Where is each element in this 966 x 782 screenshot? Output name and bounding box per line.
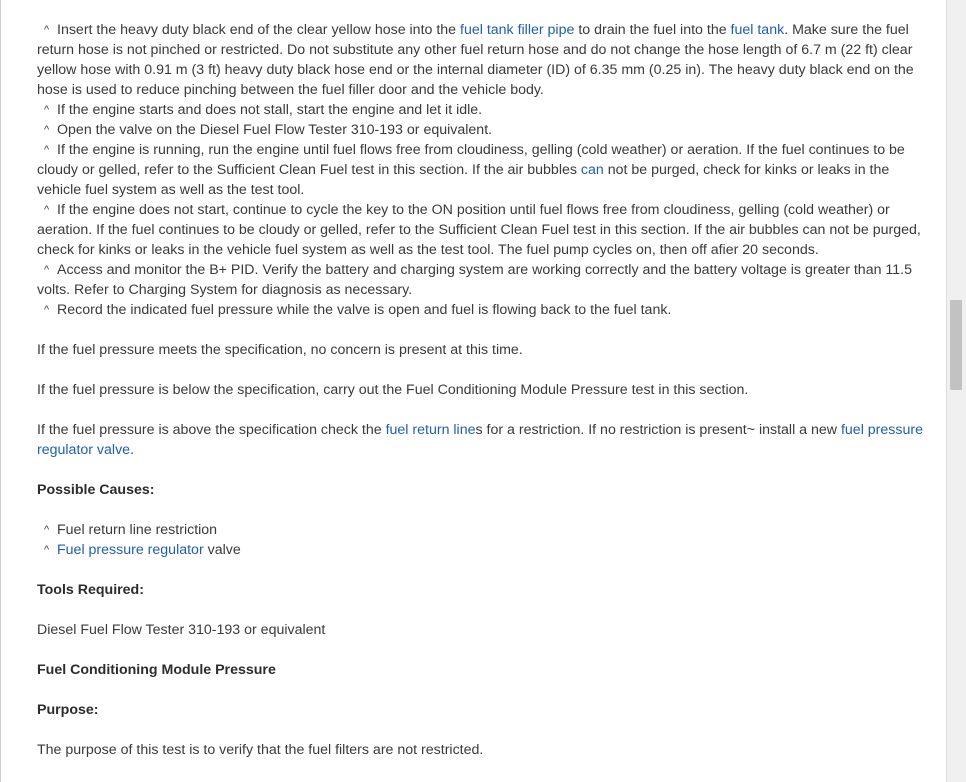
caret-icon: ^ [44,144,50,156]
left-border [0,0,1,782]
list-item-text: Fuel return line restriction [57,522,218,538]
link-fuel-return-line[interactable]: fuel return line [385,422,476,438]
step-text: to drain the fuel into the [574,22,731,38]
link-fuel-tank[interactable]: fuel tank [730,22,785,38]
paragraph-text: . [130,442,135,458]
caret-icon: ^ [44,24,50,36]
step-text: If the engine does not start, continue to cycle the key to the ON position until fuel flows free from cloudiness, gelling (cold weather) or aeration. If the fuel continues to be cloudy or gelled, refer to the Sufficient Clean Fuel test in this section. If the air bubbles can not be purged, check for kinks or leaks in the vehicle fuel system as well as the test tool. The fuel pump cycles on, then off afier 20 seconds. [37,202,921,258]
step-text: Access and monitor the B+ PID. Verify the battery and charging system are working correctly and the battery voltage is greater than 11.5 volts. Refer to Charging System for diagnosis as necessary. [37,262,912,298]
vertical-scrollbar[interactable] [946,0,966,782]
paragraph-pressure-meets: If the fuel pressure meets the specification, no concern is present at this time. [37,342,523,358]
caret-icon: ^ [44,544,50,556]
list-item [37,520,933,540]
caret-icon: ^ [44,104,50,116]
link-fuel-pressure-regulator-valve[interactable]: fuel pressure regulator valve [37,422,923,458]
caret-icon: ^ [44,204,50,216]
tools-required-heading: Tools Required: [37,582,144,598]
purpose-heading: Purpose: [37,702,99,718]
scrollbar-thumb[interactable] [950,300,962,390]
document-content [37,20,933,760]
tools-required-text: Diesel Fuel Flow Tester 310-193 or equivalent [37,622,326,638]
step-record-pressure [37,300,933,320]
step-text: Insert the heavy duty black end of the clear yellow hose into the [57,22,461,38]
step-engine-starts [37,100,933,120]
step-text: If the engine is running, run the engine until fuel flows free from cloudiness, gelling (cold weather) or aeration. If the fuel continues to be cloudy or gelled, refer to the Sufficient Clean Fuel test in this section. If the air bubbles [37,142,905,178]
step-text: Open the valve on the Diesel Fuel Flow Tester 310-193 or equivalent. [57,122,493,138]
link-fuel-pressure-regulator[interactable]: Fuel pressure regulator [57,542,204,558]
link-fuel-tank-filler-pipe[interactable]: fuel tank filler pipe [460,22,575,38]
paragraph-text: If the fuel pressure is above the specification check the [37,422,386,438]
paragraph-pressure-below: If the fuel pressure is below the specification, carry out the Fuel Conditioning Module Pressure test in this section. [37,382,749,398]
paragraph-text: s for a restriction. If no restriction is present~ install a new [475,422,841,438]
step-text: Record the indicated fuel pressure while the valve is open and fuel is flowing back to the fuel tank. [57,302,672,318]
step-engine-running [37,140,933,200]
caret-icon: ^ [44,124,50,136]
caret-icon: ^ [44,304,50,316]
possible-causes-list [37,520,933,560]
purpose-text: The purpose of this test is to verify that the fuel filters are not restricted. [37,742,484,758]
step-text: not be purged, check for kinks or leaks in the vehicle fuel system as well as the test tool. [37,162,890,198]
possible-causes-heading: Possible Causes: [37,482,155,498]
list-item [37,540,933,560]
step-engine-not-start [37,200,933,260]
step-text: . Make sure the fuel return hose is not pinched or restricted. Do not substitute any other fuel return hose and do not change the hose length of 6.7 m (22 ft) clear yellow hose with 0.91 m (3 ft) heavy duty black hose end or the internal diameter (ID) of 6.35 mm (0.25 in). The heavy duty black end on the hose is used to reduce pinching between the fuel filler door and the vehicle body. [37,22,914,98]
caret-icon: ^ [44,524,50,536]
step-insert-hose [37,20,933,100]
section-title: Fuel Conditioning Module Pressure [37,662,276,678]
paragraph-pressure-above [37,420,933,460]
step-text: If the engine starts and does not stall, start the engine and let it idle. [57,102,483,118]
step-monitor-pid [37,260,933,300]
step-open-valve [37,120,933,140]
caret-icon: ^ [44,264,50,276]
list-item-text: valve [203,542,241,558]
link-can[interactable]: can [580,162,604,178]
